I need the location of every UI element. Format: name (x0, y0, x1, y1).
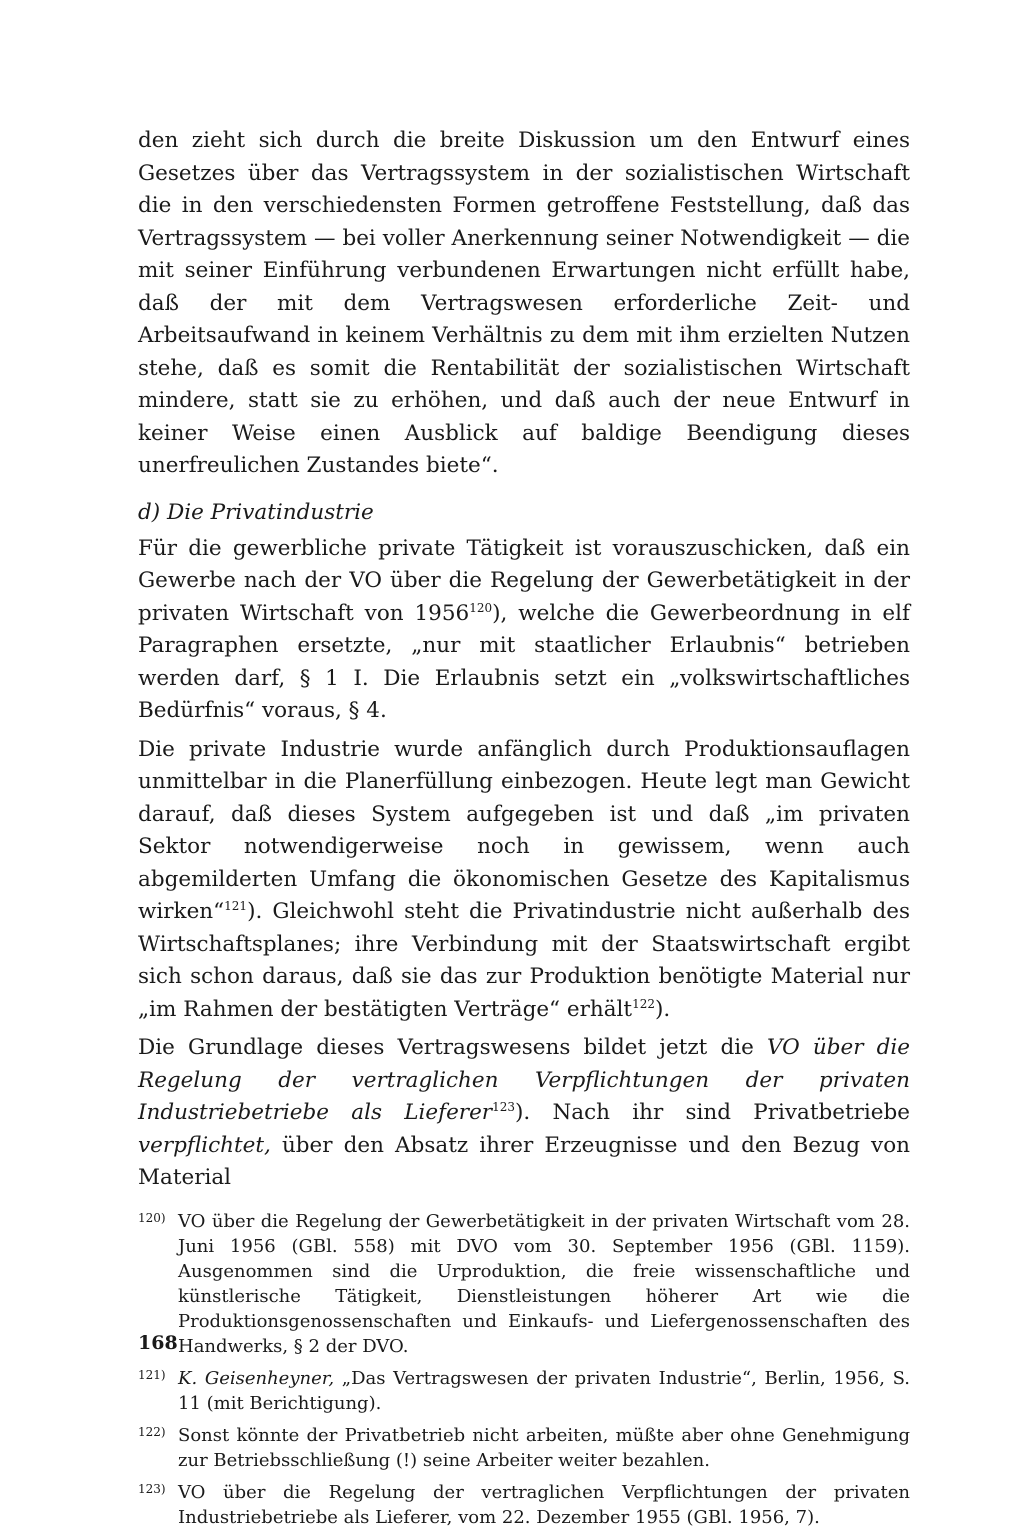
footnote-mark: 123) (138, 1481, 166, 1496)
paragraph-3 (138, 734, 910, 1027)
footnote-ref-120[interactable]: 120 (469, 600, 493, 615)
footnote-121 (138, 1366, 910, 1416)
main-text (138, 125, 910, 1195)
footnote-mark: 120) (138, 1210, 166, 1225)
footnote-ref-123[interactable]: 123 (492, 1100, 515, 1114)
footnote-text: Sonst könnte der Privatbetrieb nicht arbeiten, müßte aber ohne Genehmigung zur Betriebsschließung (!) seine Arbeiter weiter bezahlen. (178, 1424, 910, 1471)
paragraph-3-text-a: Die private Industrie wurde anfänglich durch Produktionsauflagen unmittelbar in die Planerfüllung einbezogen. Heute legt man Gewicht darauf, daß dieses System aufgegeben ist und daß „im privaten Sektor notwendigerweise noch in gewissem, wenn auch abgemilderten Umfang die ökonomischen Gesetze des Kapitalismus wirken“ (138, 736, 910, 924)
footnote-120 (138, 1209, 910, 1359)
paragraph-4-text-c: über den Absatz ihrer Erzeugnisse und den Bezug von Material (138, 1132, 910, 1190)
paragraph-3-text-b: ). Gleichwohl steht die Privatindustrie nicht außerhalb des Wirtschaftsplanes; ihre Verbindung mit der Staatswirtschaft ergibt sich schon daraus, daß sie das zur Produktion benötigte Material nur „im Rahmen der bestätigten Verträge“ erhält (138, 899, 910, 1022)
footnote-text: VO über die Regelung der vertraglichen Verpflichtungen der privaten Industriebetriebe als Lieferer, vom 22. Dezember 1955 (GBl. 1956, 7). (178, 1481, 910, 1528)
paragraph-4-text-a: Die Grundlage dieses Vertragswesens bildet jetzt die (138, 1035, 767, 1060)
paragraph-3-text-c: ). (654, 996, 671, 1022)
footnote-text: VO über die Regelung der Gewerbetätigkeit in der privaten Wirtschaft vom 28. Juni 1956 (GBl. 558) mit DVO vom 30. September 1956 (GBl. 1159). Ausgenommen sind die Urproduktion, die freie wissenschaftliche und künstlerische Tätigkeit, Dienstleistungen höherer Art wie die Produktionsgenossenschaften und Einkaufs- und Liefergenossenschaften des Handwerks, § 2 der DVO. (178, 1210, 910, 1357)
footnote-123 (138, 1480, 910, 1530)
page-number: 168 (138, 1332, 178, 1354)
paragraph-2-text-b: ), welche die Gewerbeordnung in elf Paragraphen ersetzte, „nur mit staatlicher Erlaubnis“ betrieben werden darf, § 1 I. Die Erlaubnis setzt ein „volkswirtschaftliches Bedürfnis“ voraus, § 4. (138, 600, 910, 723)
footnote-ref-122[interactable]: 122 (632, 996, 655, 1011)
footnote-text: „Das Vertragswesen der privaten Industrie“, Berlin, 1956, S. 11 (mit Berichtigung). (178, 1367, 911, 1414)
footnote-mark: 122) (138, 1424, 166, 1439)
footnotes (138, 1209, 910, 1530)
paragraph-2 (138, 533, 910, 728)
footnote-122 (138, 1423, 910, 1473)
paragraph-4 (138, 1032, 910, 1195)
footnote-author: K. Geisenheyner, (178, 1367, 335, 1389)
paragraph-4-emphasis-verb: verpflichtet, (138, 1132, 271, 1158)
page-content (138, 125, 910, 1537)
paragraph-1: den zieht sich durch die breite Diskussion um den Entwurf eines Gesetzes über das Vertragssystem in der sozialistischen Wirtschaft die in den verschiedensten Formen getroffene Feststellung, daß das Vertragssystem — bei voller Anerkennung seiner Notwendigkeit — die mit seiner Einführung verbundenen Erwartungen nicht erfüllt habe, daß der mit dem Vertragswesen erforderliche Zeit- und Arbeitsaufwand in keinem Verhältnis zu dem mit ihm erzielten Nutzen stehe, daß es somit die Rentabilität der sozialistischen Wirtschaft mindere, statt sie zu erhöhen, und daß auch der neue Entwurf in keiner Weise einen Ausblick auf baldige Beendigung dieses unerfreulichen Zustandes biete“. (138, 128, 910, 478)
paragraph-4-text-b: ). Nach ihr sind Privatbetriebe (514, 1100, 910, 1125)
section-heading: d) Die Privatindustrie (138, 499, 374, 525)
footnote-mark: 121) (138, 1367, 166, 1382)
paragraph-2-text-a: Für die gewerbliche private Tätigkeit ist vorauszuschicken, daß ein Gewerbe nach der VO über die Regelung der Gewerbetätigkeit in der privaten Wirtschaft von 1956 (138, 535, 910, 626)
paragraph-4-emphasis-title: VO über die Regelung der vertraglichen Verpflichtungen der privaten Industriebetriebe als Lieferer (138, 1035, 910, 1125)
footnote-ref-121[interactable]: 121 (224, 899, 248, 913)
